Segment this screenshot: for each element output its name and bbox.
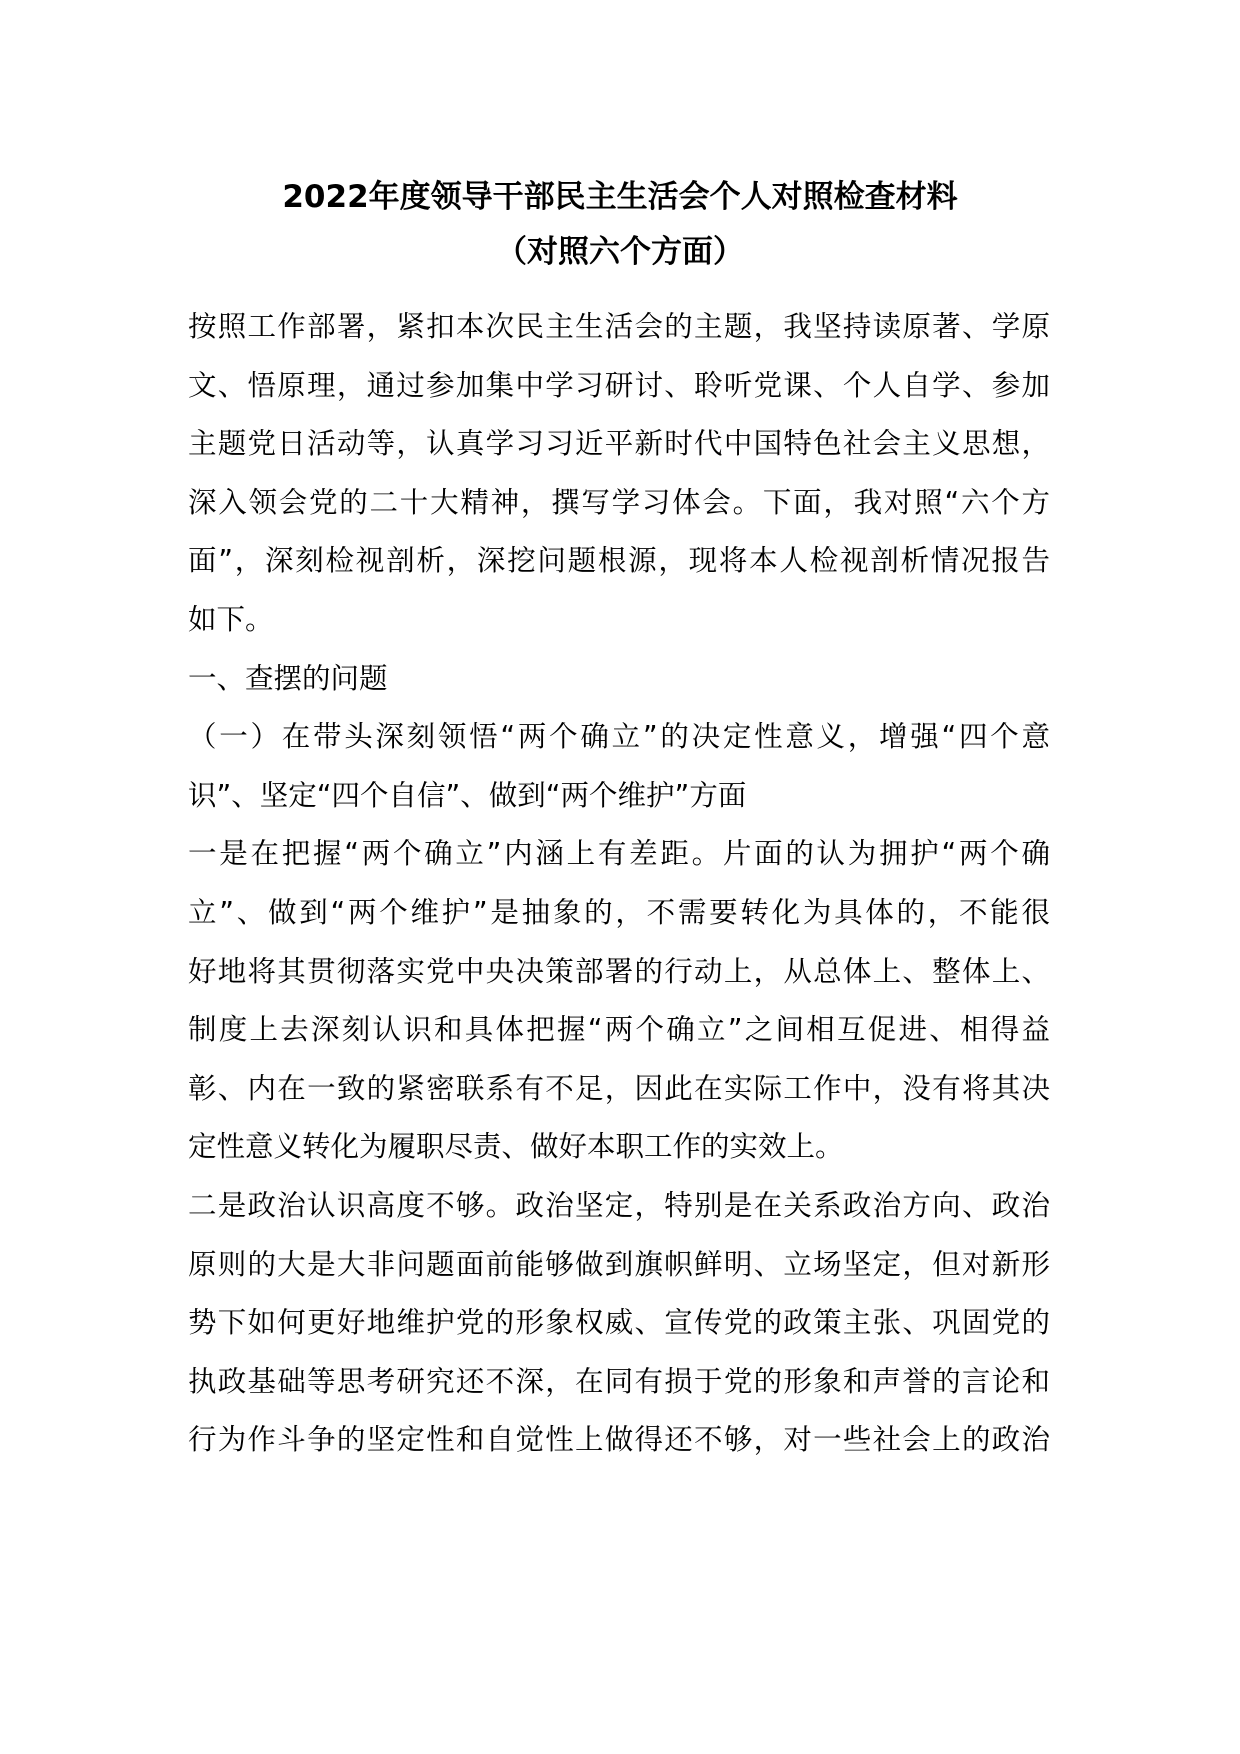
- intro-paragraph-line: 主题党日活动等，认真学习习近平新时代中国特色社会主义思想，: [188, 427, 1050, 461]
- point-one-paragraph-line: 立”、做到“两个维护”是抽象的，不需要转化为具体的，不能很: [188, 895, 1050, 929]
- point-one-paragraph-line: 一是在把握“两个确立”内涵上有差距。片面的认为拥护“两个确: [188, 837, 1050, 871]
- intro-paragraph-line: 如下。: [188, 602, 274, 636]
- document-subtitle: （对照六个方面）: [496, 234, 744, 270]
- point-one-paragraph-line: 制度上去深刻认识和具体把握“两个确立”之间相互促进、相得益: [188, 1013, 1050, 1047]
- point-two-paragraph-line: 二是政治认识高度不够。政治坚定，特别是在关系政治方向、政治: [188, 1188, 1050, 1222]
- section-heading: 一、查摆的问题: [188, 661, 388, 695]
- point-two-paragraph-line: 势下如何更好地维护党的形象权威、宣传党的政策主张、巩固党的: [188, 1306, 1050, 1340]
- subsection-heading-line: （一）在带头深刻领悟“两个确立”的决定性意义，增强“四个意: [188, 720, 1050, 754]
- point-one-paragraph-line: 定性意义转化为履职尽责、做好本职工作的实效上。: [188, 1130, 844, 1164]
- intro-paragraph-line: 深入领会党的二十大精神，撰写学习体会。下面，我对照“六个方: [188, 485, 1050, 519]
- point-two-paragraph-line: 行为作斗争的坚定性和自觉性上做得还不够，对一些社会上的政治: [188, 1423, 1050, 1457]
- point-two-paragraph-line: 原则的大是大非问题面前能够做到旗帜鲜明、立场坚定，但对新形: [188, 1247, 1050, 1281]
- point-two-paragraph-line: 执政基础等思考研究还不深，在同有损于党的形象和声誉的言论和: [188, 1364, 1050, 1398]
- intro-paragraph-line: 面”，深刻检视剖析，深挖问题根源，现将本人检视剖析情况报告: [188, 544, 1050, 578]
- intro-paragraph-line: 按照工作部署，紧扣本次民主生活会的主题，我坚持读原著、学原: [188, 310, 1050, 343]
- document-title: 2022年度领导干部民主生活会个人对照检查材料: [282, 179, 958, 215]
- point-one-paragraph-line: 好地将其贯彻落实党中央决策部署的行动上，从总体上、整体上、: [188, 954, 1050, 988]
- subsection-heading-line: 识”、坚定“四个自信”、做到“两个维护”方面: [188, 778, 747, 812]
- intro-paragraph-line: 文、悟原理，通过参加集中学习研讨、聆听党课、个人自学、参加: [188, 368, 1050, 402]
- point-one-paragraph-line: 彰、内在一致的紧密联系有不足，因此在实际工作中，没有将其决: [188, 1071, 1050, 1105]
- document-body: [188, 298, 1058, 1470]
